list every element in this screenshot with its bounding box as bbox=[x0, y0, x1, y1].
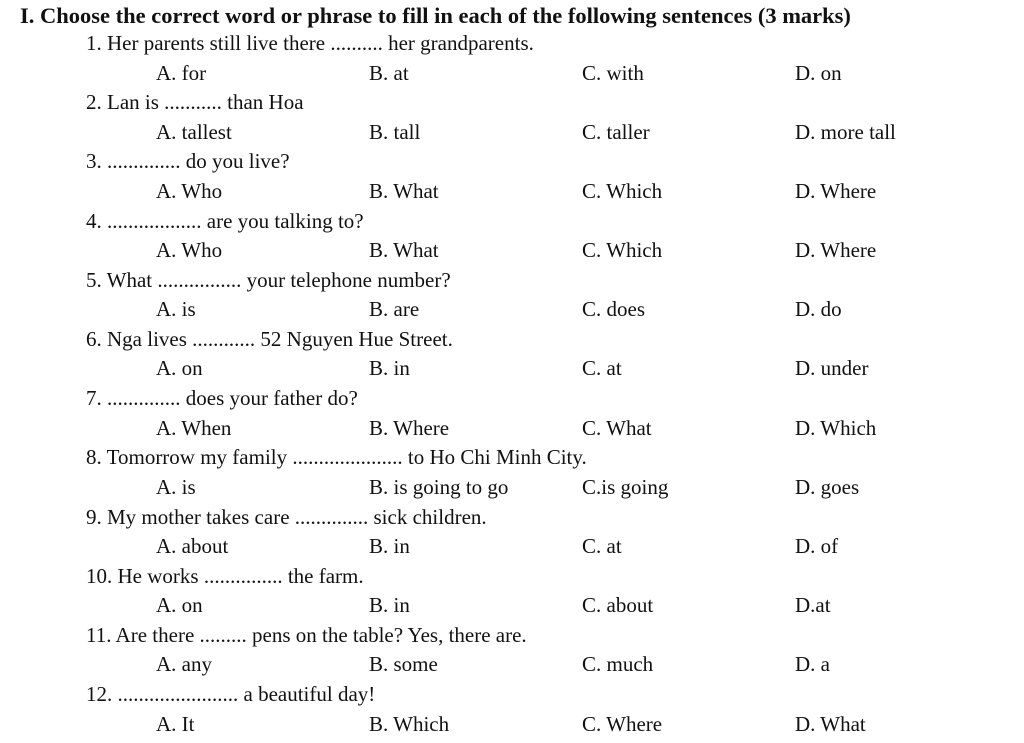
option-b: B. are bbox=[369, 297, 420, 322]
option-b: B. in bbox=[369, 356, 410, 381]
option-c: C. about bbox=[582, 593, 654, 618]
question-stem: 12. ....................... a beautiful day! bbox=[86, 682, 376, 707]
question-stem: 3. .............. do you live? bbox=[86, 149, 290, 174]
answer-options bbox=[0, 353, 1024, 383]
option-b: B. What bbox=[369, 238, 439, 263]
option-c: C. much bbox=[582, 652, 654, 677]
question-item bbox=[0, 87, 1024, 146]
option-c: C. at bbox=[582, 534, 622, 558]
answer-options bbox=[0, 649, 1024, 679]
option-a: A. for bbox=[156, 60, 207, 85]
question-stem: 11. Are there ......... pens on the table? Yes, there are. bbox=[86, 622, 527, 647]
question-item bbox=[0, 679, 1024, 738]
option-a: A. about bbox=[156, 534, 229, 558]
question-stem: 1. Her parents still live there .......... her grandparents. bbox=[86, 31, 534, 55]
option-b: B. some bbox=[369, 652, 438, 677]
question-item bbox=[0, 561, 1024, 620]
option-c: C. taller bbox=[582, 119, 650, 144]
option-b: B. What bbox=[369, 178, 439, 203]
option-b: B. tall bbox=[369, 119, 421, 144]
question-stem: 7. .............. does your father do? bbox=[86, 386, 358, 411]
option-c: C. with bbox=[582, 60, 644, 85]
option-b: B. in bbox=[369, 593, 410, 618]
answer-options bbox=[0, 117, 1024, 147]
option-a: A. tallest bbox=[156, 119, 232, 144]
answer-options bbox=[0, 709, 1024, 739]
option-c: C. at bbox=[582, 356, 622, 381]
option-a: A. on bbox=[156, 356, 203, 381]
answer-options bbox=[0, 590, 1024, 620]
option-c: C. Which bbox=[582, 238, 663, 263]
section-heading: I. Choose the correct word or phrase to fill in each of the following sentences (3 marks) bbox=[20, 3, 851, 28]
question-stem: 2. Lan is ........... than Hoa bbox=[86, 90, 304, 115]
answer-options bbox=[0, 176, 1024, 206]
question-stem: 8. Tomorrow my family ..................... to Ho Chi Minh City. bbox=[86, 445, 587, 470]
option-b: B. at bbox=[369, 60, 409, 85]
option-d: D. Where bbox=[795, 238, 877, 263]
option-d: D. do bbox=[795, 297, 842, 322]
question-item bbox=[0, 620, 1024, 679]
question-stem: 9. My mother takes care .............. sick children. bbox=[86, 504, 487, 529]
option-c: C. Where bbox=[582, 711, 663, 736]
answer-options bbox=[0, 58, 1024, 88]
question-item bbox=[0, 502, 1024, 561]
question-stem: 5. What ................ your telephone number? bbox=[86, 267, 451, 292]
option-b: B. Where bbox=[369, 415, 450, 440]
question-item bbox=[0, 206, 1024, 265]
answer-options bbox=[0, 235, 1024, 265]
option-d: D. What bbox=[795, 711, 866, 736]
option-d: D. under bbox=[795, 356, 869, 381]
option-a: A. When bbox=[156, 415, 232, 440]
question-item bbox=[0, 28, 1024, 87]
question-stem: 4. .................. are you talking to? bbox=[86, 208, 364, 233]
answer-options bbox=[0, 413, 1024, 443]
question-list bbox=[0, 28, 1024, 738]
option-a: A. Who bbox=[156, 178, 223, 203]
question-stem: 6. Nga lives ............ 52 Nguyen Hue Street. bbox=[86, 326, 453, 351]
option-a: A. Who bbox=[156, 238, 223, 263]
option-d: D. a bbox=[795, 652, 830, 677]
option-b: B. Which bbox=[369, 711, 450, 736]
option-a: A. on bbox=[156, 593, 203, 618]
question-item bbox=[0, 383, 1024, 442]
question-item bbox=[0, 324, 1024, 383]
question-stem: 10. He works ............... the farm. bbox=[86, 563, 364, 588]
option-c: C.is going bbox=[582, 474, 669, 499]
question-item bbox=[0, 442, 1024, 501]
option-d: D. of bbox=[795, 534, 839, 558]
option-a: A. It bbox=[156, 711, 195, 736]
question-item bbox=[0, 146, 1024, 205]
question-item bbox=[0, 265, 1024, 324]
option-d: D. on bbox=[795, 60, 842, 85]
option-b: B. is going to go bbox=[369, 474, 509, 499]
option-d: D. goes bbox=[795, 474, 860, 499]
answer-options bbox=[0, 472, 1024, 502]
option-a: A. is bbox=[156, 297, 196, 322]
option-c: C. What bbox=[582, 415, 652, 440]
option-c: C. does bbox=[582, 297, 645, 322]
option-d: D. more tall bbox=[795, 119, 896, 144]
option-a: A. is bbox=[156, 474, 196, 499]
option-b: B. in bbox=[369, 534, 410, 558]
option-d: D. Which bbox=[795, 415, 877, 440]
option-d: D. Where bbox=[795, 178, 877, 203]
option-a: A. any bbox=[156, 652, 212, 677]
answer-options bbox=[0, 531, 1024, 561]
option-d: D.at bbox=[795, 593, 831, 618]
option-c: C. Which bbox=[582, 178, 663, 203]
answer-options bbox=[0, 294, 1024, 324]
